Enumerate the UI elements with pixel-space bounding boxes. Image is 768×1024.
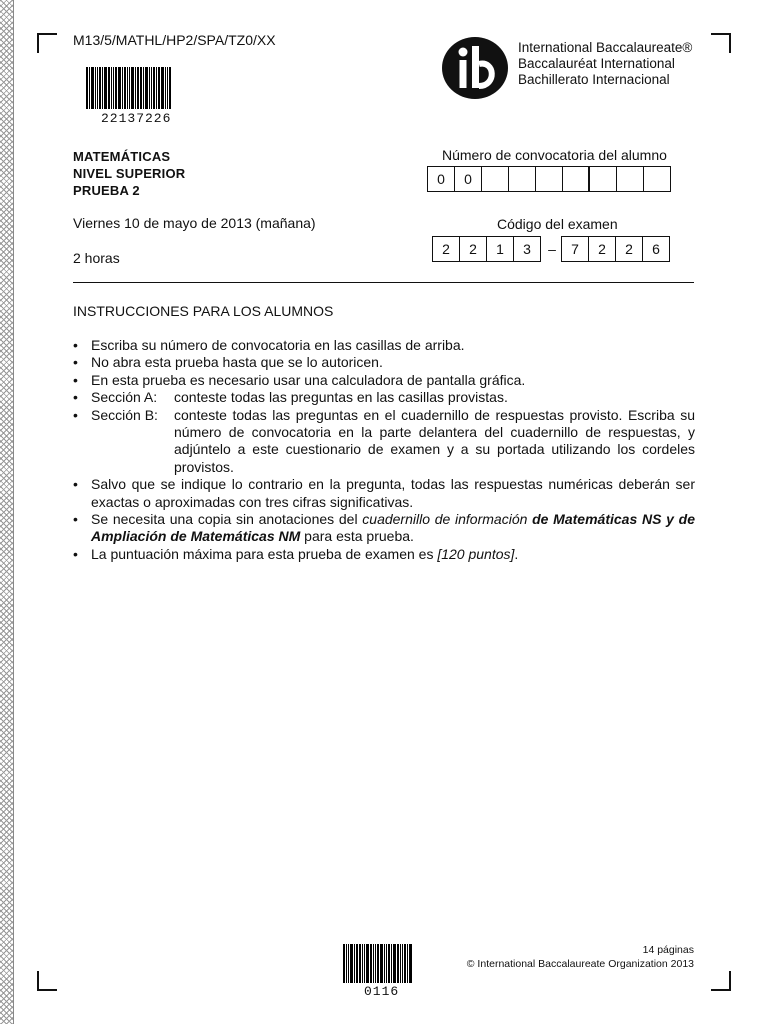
candidate-digit-box[interactable]	[481, 166, 509, 192]
exam-code-digit: 6	[642, 236, 670, 262]
barcode-bar	[115, 67, 117, 109]
barcode-bar	[151, 67, 152, 109]
section-a-instruction	[91, 389, 695, 406]
instruction-text-part: La puntuación máxima para esta prueba de examen es	[91, 545, 438, 562]
exam-code-label: Código del examen	[497, 216, 618, 232]
barcode-bar	[377, 944, 379, 983]
exam-code-digit: 7	[561, 236, 589, 262]
candidate-number-boxes	[427, 166, 670, 192]
instruction-text-part: .	[514, 545, 519, 562]
candidate-digit-box[interactable]	[589, 166, 617, 192]
barcode-bar	[149, 67, 150, 109]
barcode-bar	[127, 67, 128, 109]
barcode-bar	[350, 944, 353, 983]
barcode-bar	[104, 67, 107, 109]
exam-code-digit: 3	[513, 236, 541, 262]
barcode-bar	[91, 67, 94, 109]
barcode-bottom	[343, 944, 413, 983]
section-a-label: Sección A:	[91, 389, 158, 406]
bullet-icon: •	[73, 511, 78, 528]
barcode-bar	[343, 944, 345, 983]
org-names	[518, 40, 692, 88]
barcode-bar	[99, 67, 101, 109]
barcode-bar	[409, 944, 412, 983]
subject-level: NIVEL SUPERIOR	[73, 166, 186, 181]
exam-date: Viernes 10 de mayo de 2013 (mañana)	[73, 215, 316, 231]
subject-block	[73, 148, 185, 199]
barcode-bar	[118, 67, 121, 109]
candidate-number-label: Número de convocatoria del alumno	[442, 147, 667, 163]
exam-code-digit: 2	[588, 236, 616, 262]
barcode-bar	[167, 67, 168, 109]
barcode-bar	[362, 944, 363, 983]
exam-code-boxes	[432, 236, 669, 262]
barcode-bar	[122, 67, 123, 109]
barcode-bar	[169, 67, 171, 109]
org-name-es: Bachillerato Internacional	[518, 72, 670, 87]
exam-code-digit: 1	[486, 236, 514, 262]
candidate-digit-box[interactable]: 0	[454, 166, 482, 192]
barcode-bar	[348, 944, 349, 983]
barcode-bar	[137, 67, 139, 109]
barcode-bar	[135, 67, 136, 109]
barcode-bar	[129, 67, 130, 109]
booklet-name-italic: cuadernillo de información	[362, 511, 528, 528]
instruction-text: No abra esta prueba hasta que se lo autoricen.	[91, 354, 383, 371]
candidate-digit-box[interactable]: 0	[427, 166, 455, 192]
instruction-text-part: Se necesita una copia sin anotaciones del	[91, 511, 363, 528]
candidate-digit-box[interactable]	[562, 166, 590, 192]
instructions-list	[73, 337, 695, 563]
binding-edge	[0, 0, 14, 1024]
candidate-digit-box[interactable]	[643, 166, 671, 192]
list-item	[73, 337, 695, 354]
list-item	[73, 372, 695, 389]
header-divider	[73, 282, 694, 283]
max-points: [120 puntos]	[437, 545, 515, 562]
bullet-icon: •	[73, 406, 78, 423]
barcode-bar	[97, 67, 98, 109]
barcode-bar	[354, 944, 355, 983]
org-name-en: International Baccalaureate®	[518, 40, 693, 55]
crop-mark-bottom-right	[711, 971, 731, 991]
candidate-digit-box[interactable]	[535, 166, 563, 192]
section-b-label: Sección B:	[91, 406, 158, 423]
barcode-bar	[161, 67, 164, 109]
exam-code-separator: –	[548, 241, 556, 257]
instruction-text	[91, 546, 518, 563]
barcode-bar	[373, 944, 374, 983]
barcode-bar	[380, 944, 383, 983]
barcode-bar	[145, 67, 148, 109]
page-count: 14 páginas	[642, 944, 694, 956]
barcode-bar	[102, 67, 103, 109]
bullet-icon: •	[73, 476, 78, 493]
crop-mark-bottom-left	[37, 971, 57, 991]
section-b-text: conteste todas las preguntas en el cuadernillo de respuestas provisto. Escriba su número de convocatoria en la parte delantera del cuadernillo de respuestas, y adjúntelo a este cuestionario de examen y a su portada utilizando los cordeles provistos.	[174, 406, 695, 475]
instruction-text-part: para esta prueba.	[300, 528, 414, 545]
barcode-bar	[407, 944, 408, 983]
list-item	[73, 389, 695, 406]
barcode-bar	[165, 67, 166, 109]
instruction-text: En esta prueba es necesario usar una calculadora de pantalla gráfica.	[91, 371, 526, 388]
bullet-icon: •	[73, 545, 78, 562]
bullet-icon: •	[73, 354, 78, 371]
barcode-bar	[89, 67, 90, 109]
section-a-text: conteste todas las preguntas en las casillas provistas.	[174, 389, 508, 406]
exam-code-digit: 2	[459, 236, 487, 262]
candidate-digit-box[interactable]	[616, 166, 644, 192]
barcode-bar	[400, 944, 401, 983]
list-item	[73, 476, 695, 511]
crop-mark-top-left	[37, 33, 57, 53]
exam-duration: 2 horas	[73, 250, 120, 266]
bullet-icon: •	[73, 337, 78, 353]
barcode-bar	[384, 944, 385, 983]
ib-logo-icon	[441, 36, 509, 100]
section-b-instruction	[91, 407, 695, 477]
barcode-bar	[356, 944, 358, 983]
subject-title: MATEMÁTICAS	[73, 149, 171, 164]
barcode-bar	[86, 67, 88, 109]
barcode-bar	[143, 67, 144, 109]
barcode-bar	[113, 67, 114, 109]
org-name-fr: Baccalauréat International	[518, 56, 675, 71]
list-item	[73, 546, 695, 563]
barcode-top	[86, 67, 172, 109]
instructions-title: INSTRUCCIONES PARA LOS ALUMNOS	[73, 303, 334, 319]
instruction-text	[91, 511, 695, 546]
barcode-bottom-number: 0116	[364, 984, 400, 999]
copyright: © International Baccalaureate Organization 2013	[466, 958, 694, 970]
barcode-bar	[158, 67, 160, 109]
exam-reference-code: M13/5/MATHL/HP2/SPA/TZ0/XX	[73, 32, 276, 48]
barcode-bar	[388, 944, 390, 983]
footer-info	[467, 943, 694, 971]
barcode-bar	[404, 944, 406, 983]
barcode-bar	[156, 67, 157, 109]
exam-code-digit: 2	[432, 236, 460, 262]
crop-mark-top-right	[711, 33, 731, 53]
list-item	[73, 354, 695, 371]
barcode-bar	[131, 67, 134, 109]
instruction-text: Escriba su número de convocatoria en las casillas de arriba.	[91, 337, 465, 353]
barcode-bar	[366, 944, 369, 983]
list-item	[73, 407, 695, 477]
barcode-bar	[108, 67, 110, 109]
barcode-bar	[370, 944, 372, 983]
barcode-bar	[359, 944, 361, 983]
barcode-bar	[153, 67, 155, 109]
barcode-bar	[375, 944, 376, 983]
subject-paper: PRUEBA 2	[73, 183, 140, 198]
barcode-bar	[397, 944, 399, 983]
candidate-digit-box[interactable]	[508, 166, 536, 192]
barcode-bar	[346, 944, 347, 983]
list-item	[73, 511, 695, 546]
barcode-bar	[364, 944, 365, 983]
bullet-icon: •	[73, 371, 78, 388]
barcode-bar	[124, 67, 126, 109]
barcode-bar	[386, 944, 387, 983]
barcode-top-number: 22137226	[101, 111, 172, 126]
barcode-bar	[402, 944, 403, 983]
barcode-bar	[95, 67, 96, 109]
bullet-icon: •	[73, 389, 78, 406]
instruction-text: Salvo que se indique lo contrario en la pregunta, todas las respuestas numéricas deberán ser exactas o aproximadas con tres cifras significativas.	[91, 476, 695, 510]
barcode-bar	[140, 67, 142, 109]
barcode-bar	[111, 67, 112, 109]
exam-code-digit: 2	[615, 236, 643, 262]
booklet-subject-bold: de Matemáticas NS y de Ampliación de Matemáticas NM	[91, 511, 695, 545]
barcode-bar	[391, 944, 392, 983]
barcode-bar	[393, 944, 396, 983]
